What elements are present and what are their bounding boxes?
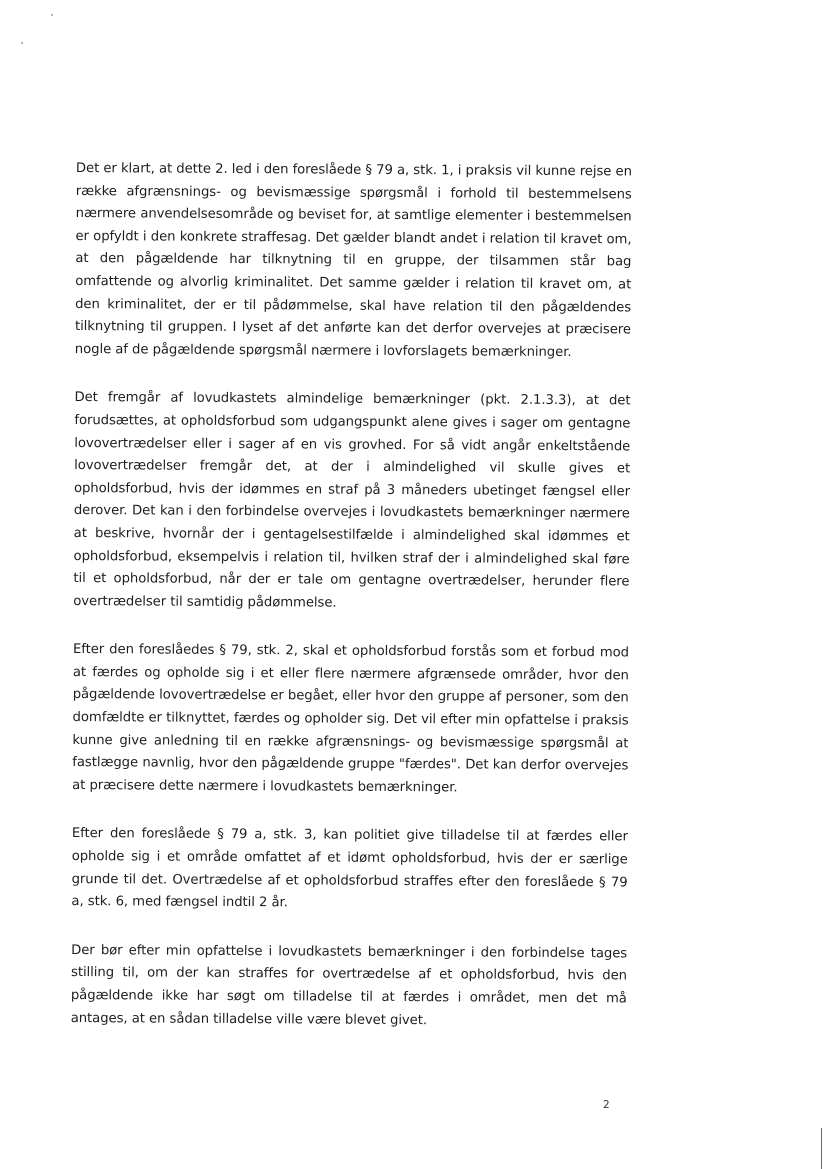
body-text [71,158,632,1060]
scan-speck [51,14,53,16]
paragraph-1: Det er klart, at dette 2. led i den foreslåede § 79 a, stk. 1, i praksis vil kunne rejse en række afgrænsnings- og bevismæssige spørgsmål i forhold til bestemmelsens nærmere anvendelsesområde og beviset for, at samtlige elementer i bestemmelsen er opfyldt i den konkrete straffesag. Det gælder blandt andet i relation til kravet om, at den pågældende har tilknytning til en gruppe, der tilsammen står bag omfattende og alvorlig kriminalitet. Det samme gælder i relation til kravet om, at den kriminalitet, der er til pådømmelse, skal have relation til den pågældendes tilknytning til gruppen. I lyset af det anførte kan det derfor overvejes at præcisere nogle af de pågældende spørgsmål nærmere i lovforslagets bemærkninger. [74,160,632,360]
paragraph-5: Der bør efter min opfattelse i lovudkastets bemærkninger i den forbindelse tages stilling til, om der kan straffes for overtrædelse af et opholdsforbud, hvis den pågældende ikke har søgt om tilladelse til at færdes i området, men det må antages, at en sådan tilladelse ville være blevet givet. [70,942,628,1028]
paragraph-2: Det fremgår af lovudkastets almindelige bemærkninger (pkt. 2.1.3.3), at det forudsættes, at opholdsforbud som udgangspunkt alene gives i sager om gentagne lovovertrædelser eller i sager af en vis grovhed. For så vidt angår enkeltstående lovovertrædelser fremgår det, at der i almindelighed vil skulle gives et opholdsforbud, hvis der idømmes en straf på 3 måneders ubetinget fængsel eller derover. Det kan i den forbindelse overvejes i lovudkastets bemærkninger nærmere at beskrive, hvornår der i gentagelsestilfælde i almindelighed skal idømmes et opholdsforbud, eksempelvis i relation til, hvilken straf der i almindelighed skal føre til et opholdsforbud, når der er tale om gentagne overtrædelser, herunder flere overtrædelser til samtidig pådømmelse. [73,390,631,611]
scan-speck [21,42,23,44]
page-number: 2 [603,1099,610,1111]
paragraph-4: Efter den foreslåede § 79 a, stk. 3, kan politiet give tilladelse til at færdes eller opholde sig i et område omfattet af et idømt opholdsforbud, hvis der er særlige grunde til det. Overtrædelse af et opholdsforbud straffes efter den foreslåede § 79 a, stk. 6, med fængsel indtil 2 år. [71,826,628,911]
scan-edge-line [821,1128,822,1169]
paragraph-3: Efter den foreslåedes § 79, stk. 2, skal et opholdsforbud forstås som et forbud mod at færdes og opholde sig i et eller flere nærmere afgrænsede områder, hvor den pågældende lovovertrædelse er begået, eller hvor den gruppe af personer, som den domfældte er tilknyttet, færdes og opholder sig. Det vil efter min opfattelse i praksis kunne give anledning til en række afgrænsnings- og bevismæssige spørgsmål at fastlægge navnlig, hvor den pågældende gruppe "færdes". Det kan derfor overvejes at præcisere dette nærmere i lovudkastets bemærkninger. [72,642,630,796]
